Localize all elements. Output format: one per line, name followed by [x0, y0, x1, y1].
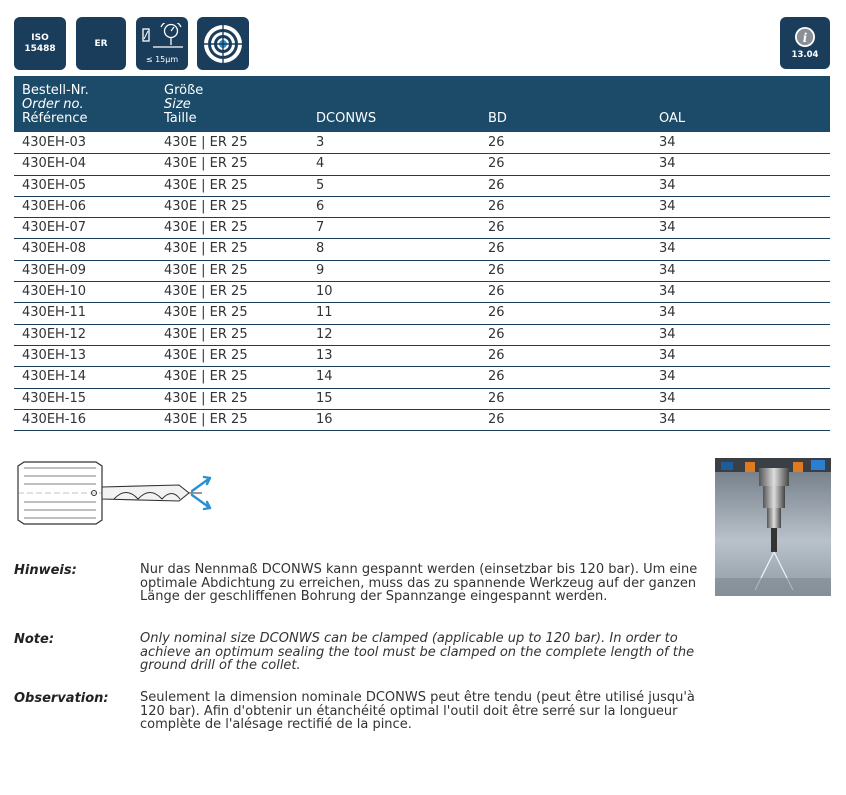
cell-oal: 34: [659, 411, 676, 427]
cell-dconws: 5: [316, 177, 325, 193]
cell-order-no: 430EH-14: [22, 369, 87, 385]
cell-dconws: 7: [316, 220, 325, 236]
cell-bd: 26: [488, 284, 505, 300]
cell-bd: 26: [488, 177, 505, 193]
cell-dconws: 8: [316, 241, 325, 257]
table-row: [14, 133, 830, 154]
cell-oal: 34: [659, 135, 676, 150]
table-row: [14, 303, 830, 324]
note-label: Note:: [14, 632, 55, 647]
table-body: [14, 133, 830, 431]
cell-size: 430E | ER 25: [164, 411, 248, 427]
cell-size: 430E | ER 25: [164, 220, 248, 236]
cell-size: 430E | ER 25: [164, 177, 248, 193]
header-bd: BD: [488, 111, 507, 126]
cell-order-no: 430EH-10: [22, 284, 87, 300]
cell-bd: 26: [488, 241, 505, 257]
cell-oal: 34: [659, 198, 676, 214]
table-row: [14, 197, 830, 218]
cell-order-no: 430EH-11: [22, 305, 87, 321]
header-size-fr: Taille: [164, 111, 197, 126]
cell-oal: 34: [659, 220, 676, 236]
cell-bd: 26: [488, 390, 505, 406]
cell-oal: 34: [659, 156, 676, 172]
header-oal: OAL: [659, 111, 686, 126]
machine-photo-icon: [715, 458, 831, 596]
cell-size: 430E | ER 25: [164, 326, 248, 342]
cell-order-no: 430EH-05: [22, 177, 87, 193]
cell-oal: 34: [659, 369, 676, 385]
cell-oal: 34: [659, 177, 676, 193]
collet-drawing-icon: [14, 458, 224, 528]
cell-bd: 26: [488, 411, 505, 427]
cell-size: 430E | ER 25: [164, 369, 248, 385]
cell-oal: 34: [659, 241, 676, 257]
concentric-badge: [197, 17, 249, 70]
runout-value: ≤ 15µm: [145, 55, 179, 64]
runout-gauge-icon: [139, 23, 185, 53]
table-row: [14, 410, 830, 431]
cell-order-no: 430EH-15: [22, 390, 87, 406]
cell-bd: 26: [488, 198, 505, 214]
concentric-target-icon: [200, 21, 246, 67]
section-number: 13.04: [791, 50, 819, 60]
table-row: [14, 389, 830, 410]
iso-number: 15488: [24, 43, 56, 54]
note-text: Only nominal size DCONWS can be clamped (applicable up to 120 bar). In order to achieve an optimum sealing the tool must be clamped on the complete length of the ground drill of the collet.: [140, 631, 695, 673]
cell-order-no: 430EH-09: [22, 262, 87, 278]
cell-dconws: 9: [316, 262, 325, 278]
cell-dconws: 15: [316, 390, 333, 406]
cell-dconws: 6: [316, 198, 325, 214]
cell-bd: 26: [488, 326, 505, 342]
cell-order-no: 430EH-13: [22, 347, 87, 363]
header-order-fr: Référence: [22, 111, 88, 126]
cell-size: 430E | ER 25: [164, 347, 248, 363]
cell-bd: 26: [488, 220, 505, 236]
er-label: ER: [94, 38, 108, 49]
cell-oal: 34: [659, 284, 676, 300]
cell-dconws: 10: [316, 284, 333, 300]
table-row: [14, 239, 830, 260]
cell-size: 430E | ER 25: [164, 135, 248, 150]
iso-label: ISO: [31, 32, 49, 43]
observation-text: Seulement la dimension nominale DCONWS peut être tendu (peut être utilisé jusqu'à 120 bar). Afin d'obtenir un étanchéité optimal l'outil doit être serré sur la longueur complète de l'alésage rectifié de la pince.: [140, 690, 695, 732]
cell-size: 430E | ER 25: [164, 305, 248, 321]
table-row: [14, 346, 830, 367]
table-row: [14, 261, 830, 282]
cell-order-no: 430EH-04: [22, 156, 87, 172]
cell-dconws: 13: [316, 347, 333, 363]
cell-bd: 26: [488, 347, 505, 363]
hinweis-text: Nur das Nennmaß DCONWS kann gespannt werden (einsetzbar bis 120 bar). Um eine optimale Abdichtung zu erreichen, muss das zu spannende Werkzeug auf der ganzen Länge der geschliffenen Bohrung der Spannzange eingespannt werden.: [140, 562, 698, 604]
header-size-en: Size: [164, 97, 191, 112]
er-badge: [76, 17, 126, 70]
cell-order-no: 430EH-06: [22, 198, 87, 214]
cell-size: 430E | ER 25: [164, 241, 248, 257]
cell-dconws: 12: [316, 326, 333, 342]
cell-dconws: 3: [316, 135, 325, 150]
info-icon: [794, 26, 816, 48]
cell-bd: 26: [488, 135, 505, 150]
table-row: [14, 218, 830, 239]
table-row: [14, 282, 830, 303]
runout-badge: [136, 17, 188, 70]
cell-bd: 26: [488, 262, 505, 278]
cell-bd: 26: [488, 156, 505, 172]
cell-oal: 34: [659, 347, 676, 363]
cell-order-no: 430EH-07: [22, 220, 87, 236]
cell-bd: 26: [488, 369, 505, 385]
info-badge: [780, 17, 830, 69]
table-row: [14, 154, 830, 175]
header-order-de: Bestell-Nr.: [22, 83, 89, 98]
cell-order-no: 430EH-03: [22, 135, 87, 150]
table-row: [14, 176, 830, 197]
cell-order-no: 430EH-16: [22, 411, 87, 427]
table-row: [14, 325, 830, 346]
cell-oal: 34: [659, 262, 676, 278]
header-order-en: Order no.: [22, 97, 84, 112]
cell-size: 430E | ER 25: [164, 262, 248, 278]
iso-15488-badge: [14, 17, 66, 70]
cell-order-no: 430EH-08: [22, 241, 87, 257]
table-header: [14, 76, 830, 132]
observation-label: Observation:: [14, 691, 109, 706]
cell-oal: 34: [659, 326, 676, 342]
cell-size: 430E | ER 25: [164, 390, 248, 406]
cell-dconws: 14: [316, 369, 333, 385]
cell-size: 430E | ER 25: [164, 284, 248, 300]
cell-bd: 26: [488, 305, 505, 321]
cell-size: 430E | ER 25: [164, 156, 248, 172]
cell-dconws: 4: [316, 156, 325, 172]
cell-order-no: 430EH-12: [22, 326, 87, 342]
cell-oal: 34: [659, 390, 676, 406]
hinweis-label: Hinweis:: [14, 563, 77, 578]
header-size-de: Größe: [164, 83, 204, 98]
svg-text:i: i: [802, 31, 808, 45]
cell-dconws: 11: [316, 305, 333, 321]
cell-oal: 34: [659, 305, 676, 321]
cell-dconws: 16: [316, 411, 333, 427]
cell-size: 430E | ER 25: [164, 198, 248, 214]
table-row: [14, 367, 830, 388]
header-dconws: DCONWS: [316, 111, 377, 126]
